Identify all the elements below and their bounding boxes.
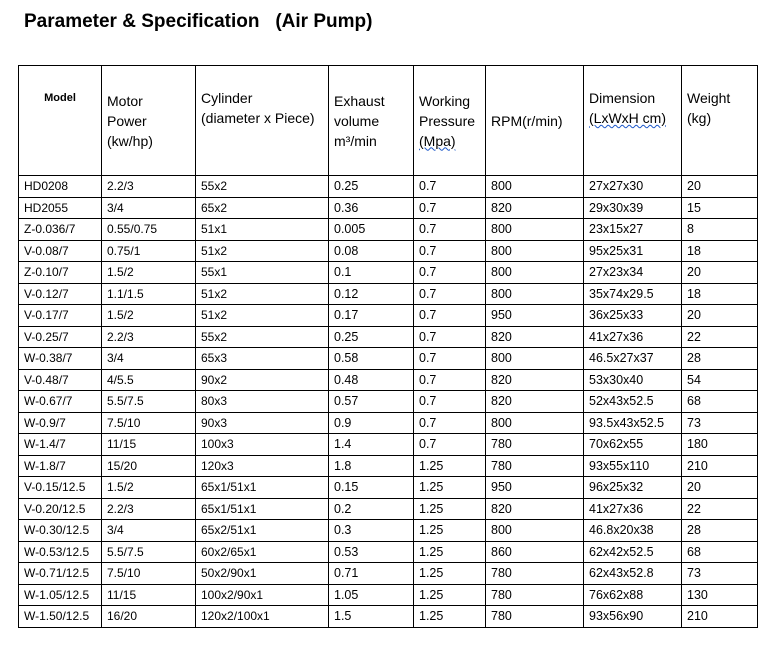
cell-exhaust-volume: 1.5 bbox=[329, 606, 414, 628]
cell-exhaust-volume: 1.4 bbox=[329, 434, 414, 456]
cell-exhaust-volume: 0.005 bbox=[329, 219, 414, 241]
cell-motor-power: 11/15 bbox=[102, 584, 196, 606]
cell-exhaust-volume: 0.25 bbox=[329, 326, 414, 348]
cell-model: V-0.20/12.5 bbox=[19, 498, 102, 520]
header-text: Cylinder bbox=[201, 90, 253, 106]
cell-model: W-0.30/12.5 bbox=[19, 520, 102, 542]
cell-cylinder: 65x2/51x1 bbox=[196, 520, 329, 542]
table-row bbox=[19, 434, 758, 456]
cell-weight: 18 bbox=[682, 240, 758, 262]
header-working-pressure bbox=[414, 66, 486, 176]
cell-rpm: 800 bbox=[486, 219, 584, 241]
cell-motor-power: 15/20 bbox=[102, 455, 196, 477]
cell-motor-power: 1.5/2 bbox=[102, 477, 196, 499]
header-text: (LxWxH cm) bbox=[589, 110, 666, 126]
cell-rpm: 820 bbox=[486, 391, 584, 413]
cell-model: W-1.50/12.5 bbox=[19, 606, 102, 628]
cell-working-pressure: 1.25 bbox=[414, 455, 486, 477]
cell-working-pressure: 0.7 bbox=[414, 197, 486, 219]
header-text: (Mpa) bbox=[419, 132, 456, 149]
header-text: (kg) bbox=[687, 110, 712, 126]
cell-cylinder: 60x2/65x1 bbox=[196, 541, 329, 563]
cell-model: V-0.25/7 bbox=[19, 326, 102, 348]
cell-working-pressure: 1.25 bbox=[414, 520, 486, 542]
cell-working-pressure: 0.7 bbox=[414, 262, 486, 284]
header-row bbox=[19, 66, 758, 176]
table-row bbox=[19, 197, 758, 219]
cell-cylinder: 120x3 bbox=[196, 455, 329, 477]
cell-dimension: 23x15x27 bbox=[584, 219, 682, 241]
cell-model: HD0208 bbox=[19, 176, 102, 198]
cell-cylinder: 50x2/90x1 bbox=[196, 563, 329, 585]
cell-working-pressure: 0.7 bbox=[414, 283, 486, 305]
cell-weight: 130 bbox=[682, 584, 758, 606]
cell-working-pressure: 0.7 bbox=[414, 391, 486, 413]
cell-cylinder: 100x2/90x1 bbox=[196, 584, 329, 606]
cell-motor-power: 7.5/10 bbox=[102, 563, 196, 585]
cell-weight: 22 bbox=[682, 498, 758, 520]
cell-model: V-0.48/7 bbox=[19, 369, 102, 391]
cell-model: W-1.8/7 bbox=[19, 455, 102, 477]
cell-motor-power: 7.5/10 bbox=[102, 412, 196, 434]
header-text: volume bbox=[334, 112, 380, 129]
cell-weight: 20 bbox=[682, 176, 758, 198]
header-text: Motor bbox=[107, 92, 143, 109]
cell-dimension: 93x55x110 bbox=[584, 455, 682, 477]
cell-motor-power: 16/20 bbox=[102, 606, 196, 628]
cell-dimension: 46.5x27x37 bbox=[584, 348, 682, 370]
cell-model: Z-0.10/7 bbox=[19, 262, 102, 284]
header-text: Working bbox=[419, 92, 471, 109]
cell-rpm: 820 bbox=[486, 326, 584, 348]
header-text: Pressure bbox=[419, 112, 476, 129]
cell-working-pressure: 0.7 bbox=[414, 305, 486, 327]
header-text: (kw/hp) bbox=[107, 132, 153, 149]
cell-weight: 73 bbox=[682, 563, 758, 585]
cell-cylinder: 55x2 bbox=[196, 326, 329, 348]
cell-rpm: 780 bbox=[486, 584, 584, 606]
cell-motor-power: 3/4 bbox=[102, 197, 196, 219]
cell-exhaust-volume: 0.15 bbox=[329, 477, 414, 499]
table-row bbox=[19, 498, 758, 520]
cell-model: V-0.15/12.5 bbox=[19, 477, 102, 499]
table-row bbox=[19, 262, 758, 284]
cell-motor-power: 3/4 bbox=[102, 520, 196, 542]
cell-exhaust-volume: 0.9 bbox=[329, 412, 414, 434]
cell-weight: 210 bbox=[682, 455, 758, 477]
cell-rpm: 780 bbox=[486, 563, 584, 585]
cell-rpm: 950 bbox=[486, 305, 584, 327]
cell-working-pressure: 1.25 bbox=[414, 477, 486, 499]
table-row bbox=[19, 606, 758, 628]
header-text: (diameter x Piece) bbox=[201, 110, 315, 126]
table-row bbox=[19, 477, 758, 499]
header-motor-power bbox=[102, 66, 196, 176]
cell-model: V-0.17/7 bbox=[19, 305, 102, 327]
cell-cylinder: 100x3 bbox=[196, 434, 329, 456]
cell-motor-power: 1.5/2 bbox=[102, 305, 196, 327]
cell-weight: 20 bbox=[682, 262, 758, 284]
cell-dimension: 93.5x43x52.5 bbox=[584, 412, 682, 434]
table-row bbox=[19, 520, 758, 542]
cell-rpm: 950 bbox=[486, 477, 584, 499]
spec-table-body bbox=[19, 176, 758, 628]
cell-cylinder: 55x1 bbox=[196, 262, 329, 284]
cell-motor-power: 2.2/3 bbox=[102, 176, 196, 198]
cell-model: Z-0.036/7 bbox=[19, 219, 102, 241]
cell-rpm: 820 bbox=[486, 369, 584, 391]
cell-model: W-0.9/7 bbox=[19, 412, 102, 434]
cell-exhaust-volume: 0.57 bbox=[329, 391, 414, 413]
cell-rpm: 860 bbox=[486, 541, 584, 563]
cell-dimension: 53x30x40 bbox=[584, 369, 682, 391]
cell-dimension: 95x25x31 bbox=[584, 240, 682, 262]
cell-model: W-0.53/12.5 bbox=[19, 541, 102, 563]
cell-exhaust-volume: 0.71 bbox=[329, 563, 414, 585]
cell-weight: 28 bbox=[682, 520, 758, 542]
cell-weight: 20 bbox=[682, 305, 758, 327]
header-cylinder bbox=[196, 66, 329, 176]
cell-motor-power: 2.2/3 bbox=[102, 498, 196, 520]
spec-table bbox=[18, 65, 758, 628]
cell-motor-power: 5.5/7.5 bbox=[102, 391, 196, 413]
cell-model: W-1.05/12.5 bbox=[19, 584, 102, 606]
cell-cylinder: 90x3 bbox=[196, 412, 329, 434]
cell-working-pressure: 1.25 bbox=[414, 498, 486, 520]
cell-dimension: 62x42x52.5 bbox=[584, 541, 682, 563]
table-row bbox=[19, 240, 758, 262]
table-row bbox=[19, 369, 758, 391]
cell-working-pressure: 0.7 bbox=[414, 348, 486, 370]
table-row bbox=[19, 305, 758, 327]
cell-cylinder: 65x1/51x1 bbox=[196, 477, 329, 499]
cell-model: W-1.4/7 bbox=[19, 434, 102, 456]
cell-working-pressure: 0.7 bbox=[414, 176, 486, 198]
cell-model: W-0.71/12.5 bbox=[19, 563, 102, 585]
cell-weight: 68 bbox=[682, 541, 758, 563]
cell-exhaust-volume: 0.48 bbox=[329, 369, 414, 391]
table-row bbox=[19, 391, 758, 413]
cell-dimension: 70x62x55 bbox=[584, 434, 682, 456]
cell-dimension: 46.8x20x38 bbox=[584, 520, 682, 542]
cell-dimension: 96x25x32 bbox=[584, 477, 682, 499]
cell-dimension: 62x43x52.8 bbox=[584, 563, 682, 585]
cell-weight: 73 bbox=[682, 412, 758, 434]
cell-dimension: 29x30x39 bbox=[584, 197, 682, 219]
table-row bbox=[19, 412, 758, 434]
cell-model: W-0.38/7 bbox=[19, 348, 102, 370]
cell-exhaust-volume: 0.53 bbox=[329, 541, 414, 563]
cell-cylinder: 65x2 bbox=[196, 197, 329, 219]
cell-rpm: 800 bbox=[486, 283, 584, 305]
cell-cylinder: 65x3 bbox=[196, 348, 329, 370]
cell-motor-power: 0.55/0.75 bbox=[102, 219, 196, 241]
cell-motor-power: 1.5/2 bbox=[102, 262, 196, 284]
cell-exhaust-volume: 0.2 bbox=[329, 498, 414, 520]
cell-motor-power: 1.1/1.5 bbox=[102, 283, 196, 305]
cell-dimension: 76x62x88 bbox=[584, 584, 682, 606]
cell-cylinder: 65x1/51x1 bbox=[196, 498, 329, 520]
cell-working-pressure: 0.7 bbox=[414, 369, 486, 391]
cell-rpm: 800 bbox=[486, 240, 584, 262]
cell-weight: 54 bbox=[682, 369, 758, 391]
cell-working-pressure: 1.25 bbox=[414, 606, 486, 628]
cell-motor-power: 5.5/7.5 bbox=[102, 541, 196, 563]
cell-weight: 20 bbox=[682, 477, 758, 499]
table-row bbox=[19, 348, 758, 370]
cell-exhaust-volume: 0.3 bbox=[329, 520, 414, 542]
cell-rpm: 780 bbox=[486, 606, 584, 628]
cell-working-pressure: 1.25 bbox=[414, 584, 486, 606]
header-dimension bbox=[584, 66, 682, 176]
header-rpm: RPM(r/min) bbox=[486, 66, 584, 176]
cell-rpm: 800 bbox=[486, 412, 584, 434]
cell-weight: 28 bbox=[682, 348, 758, 370]
cell-exhaust-volume: 0.36 bbox=[329, 197, 414, 219]
header-text: Exhaust bbox=[334, 92, 385, 109]
cell-dimension: 27x23x34 bbox=[584, 262, 682, 284]
table-row bbox=[19, 326, 758, 348]
cell-cylinder: 51x2 bbox=[196, 283, 329, 305]
header-model: Model bbox=[19, 66, 102, 176]
cell-weight: 8 bbox=[682, 219, 758, 241]
cell-weight: 22 bbox=[682, 326, 758, 348]
cell-model: W-0.67/7 bbox=[19, 391, 102, 413]
table-row bbox=[19, 283, 758, 305]
table-row bbox=[19, 219, 758, 241]
table-row bbox=[19, 176, 758, 198]
cell-exhaust-volume: 0.08 bbox=[329, 240, 414, 262]
header-text: Power bbox=[107, 112, 147, 129]
cell-weight: 15 bbox=[682, 197, 758, 219]
cell-cylinder: 51x1 bbox=[196, 219, 329, 241]
cell-exhaust-volume: 0.12 bbox=[329, 283, 414, 305]
cell-cylinder: 51x2 bbox=[196, 305, 329, 327]
cell-weight: 18 bbox=[682, 283, 758, 305]
cell-working-pressure: 0.7 bbox=[414, 240, 486, 262]
cell-model: V-0.12/7 bbox=[19, 283, 102, 305]
cell-rpm: 800 bbox=[486, 176, 584, 198]
cell-exhaust-volume: 0.25 bbox=[329, 176, 414, 198]
cell-exhaust-volume: 0.58 bbox=[329, 348, 414, 370]
header-text: Weight bbox=[687, 90, 731, 106]
cell-working-pressure: 1.25 bbox=[414, 563, 486, 585]
cell-cylinder: 90x2 bbox=[196, 369, 329, 391]
cell-rpm: 800 bbox=[486, 520, 584, 542]
cell-rpm: 800 bbox=[486, 262, 584, 284]
cell-dimension: 27x27x30 bbox=[584, 176, 682, 198]
cell-working-pressure: 0.7 bbox=[414, 434, 486, 456]
cell-dimension: 35x74x29.5 bbox=[584, 283, 682, 305]
cell-motor-power: 3/4 bbox=[102, 348, 196, 370]
cell-exhaust-volume: 0.17 bbox=[329, 305, 414, 327]
cell-working-pressure: 1.25 bbox=[414, 541, 486, 563]
cell-working-pressure: 0.7 bbox=[414, 326, 486, 348]
cell-weight: 210 bbox=[682, 606, 758, 628]
cell-dimension: 52x43x52.5 bbox=[584, 391, 682, 413]
cell-motor-power: 2.2/3 bbox=[102, 326, 196, 348]
cell-rpm: 820 bbox=[486, 498, 584, 520]
header-text: m³/min bbox=[334, 132, 377, 149]
cell-dimension: 41x27x36 bbox=[584, 498, 682, 520]
cell-dimension: 93x56x90 bbox=[584, 606, 682, 628]
cell-rpm: 780 bbox=[486, 455, 584, 477]
cell-working-pressure: 0.7 bbox=[414, 219, 486, 241]
cell-rpm: 820 bbox=[486, 197, 584, 219]
cell-model: V-0.08/7 bbox=[19, 240, 102, 262]
cell-cylinder: 55x2 bbox=[196, 176, 329, 198]
header-weight bbox=[682, 66, 758, 176]
cell-rpm: 780 bbox=[486, 434, 584, 456]
cell-motor-power: 4/5.5 bbox=[102, 369, 196, 391]
cell-cylinder: 120x2/100x1 bbox=[196, 606, 329, 628]
cell-dimension: 36x25x33 bbox=[584, 305, 682, 327]
cell-weight: 180 bbox=[682, 434, 758, 456]
table-row bbox=[19, 541, 758, 563]
cell-dimension: 41x27x36 bbox=[584, 326, 682, 348]
cell-exhaust-volume: 0.1 bbox=[329, 262, 414, 284]
cell-motor-power: 11/15 bbox=[102, 434, 196, 456]
cell-working-pressure: 0.7 bbox=[414, 412, 486, 434]
header-text: Dimension bbox=[589, 90, 656, 106]
cell-model: HD2055 bbox=[19, 197, 102, 219]
table-row bbox=[19, 563, 758, 585]
cell-motor-power: 0.75/1 bbox=[102, 240, 196, 262]
page-title: Parameter & Specification (Air Pump) bbox=[24, 11, 373, 32]
cell-exhaust-volume: 1.05 bbox=[329, 584, 414, 606]
table-row bbox=[19, 584, 758, 606]
cell-cylinder: 80x3 bbox=[196, 391, 329, 413]
cell-exhaust-volume: 1.8 bbox=[329, 455, 414, 477]
header-exhaust-volume bbox=[329, 66, 414, 176]
cell-weight: 68 bbox=[682, 391, 758, 413]
cell-rpm: 800 bbox=[486, 348, 584, 370]
table-row bbox=[19, 455, 758, 477]
cell-cylinder: 51x2 bbox=[196, 240, 329, 262]
